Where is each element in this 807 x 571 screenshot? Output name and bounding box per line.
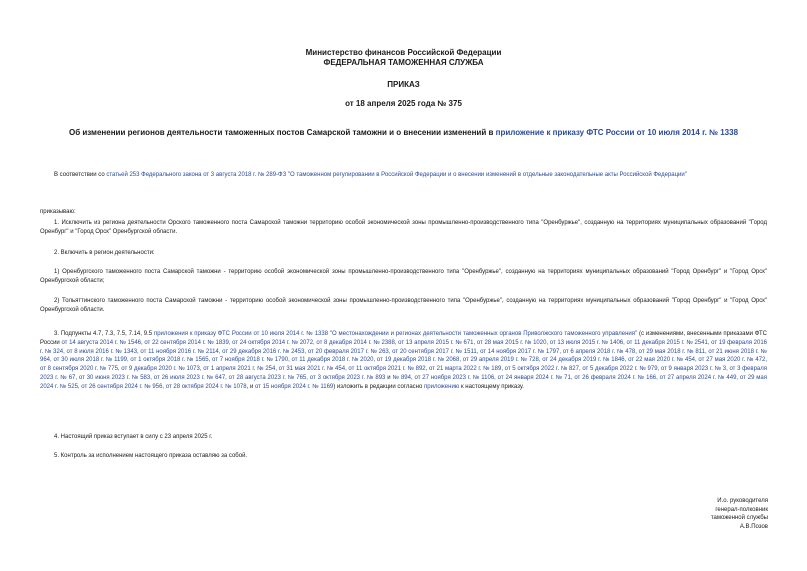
preamble-law-link[interactable]: статьей 253 Федерального закона от 3 августа 2018 г. № 289-ФЗ "О таможенном регулировании в Российской Федерации и о внесении изменений в отдельные законодательные акты Российской Федерации" (106, 172, 687, 178)
document-type: ПРИКАЗ (387, 80, 420, 89)
document-date-number: от 18 апреля 2025 года № 375 (345, 99, 462, 108)
signature-rank: генерал-полковник (715, 506, 768, 513)
p3-text-3: и (385, 374, 393, 381)
signature-service: таможенной службы (710, 515, 768, 522)
preamble (40, 171, 767, 180)
service-name: ФЕДЕРАЛЬНАЯ ТАМОЖЕННАЯ СЛУЖБА (323, 58, 484, 67)
title-text: Об изменении регионов деятельности таможенных постов Самарской таможни и о внесении изменений в (68, 128, 496, 137)
paragraph-2-1: 1) Оренбургского таможенного поста Самарской таможни - территорию особой экономической зоны промышленно-производственного типа "Оренбуржье", созданную на территориях муниципальных образований "Город Оренбург" и "Город Орск" Оренбургской области; (40, 269, 767, 284)
signature-block (600, 497, 768, 532)
document-header (0, 48, 807, 68)
paragraph-5: 5. Контроль за исполнением настоящего приказа оставляю за собой. (54, 453, 248, 459)
orders-word: приказываю: (40, 209, 76, 215)
p3-amendments-link-2[interactable]: № 894, от 27 ноября 2023 г. № 1106, от 24 января 2024 г. № 71, от 26 февраля 2024 г. № 166, от 27 апреля 2024 г. № 449, от 29 мая 2024 г. № 525, от 26 сентября 2024 г. № 956, от 28 октября 2024 г. № 1078 (40, 374, 768, 390)
title-link[interactable]: приложение к приказу ФТС России от 10 июля 2014 г. № 1338 (495, 128, 739, 137)
p3-amendments-link[interactable]: от 14 августа 2014 г. № 1546, от 22 сентября 2014 г. № 1839, от 24 октября 2014 г. № 2072, от 8 декабря 2014 г. № 2388, от 13 апреля 2015 г. № 671, от 28 мая 2015 г. № 1020, от 13 июля 2015 г. № 1406, от 11 декабря 2015 г. № 2541, от 19 февраля 2016 г. № 324, от 8 июля 2016 г. № 1343, от 11 ноября 2016 г. № 2114, от 29 декабря 2016 г. № 2453, от 20 февраля 2017 г. № 263, от 20 сентября 2017 г. № 1511, от 14 ноября 2017 г. № 1797, от 6 апреля 2018 г. № 478, от 29 мая 2018 г. № 811, от 21 июня 2018 г. № 964, от 30 июля 2018 г. № 1199, от 1 октября 2018 г. № 1565, от 7 ноября 2018 г. № 1790, от 11 декабря 2018 г. № 2020, от 19 декабря 2018 г. № 2068, от 29 апреля 2019 г. № 728, от 24 декабря 2019 г. № 1846, от 22 мая 2020 г. № 454, от 27 мая 2020 г. № 472, от 8 сентября 2020 г. № 775, от 9 декабря 2020 г. № 1073, от 1 апреля 2021 г. № 254, от 31 мая 2021 г. № 454, от 11 октября 2021 г. № 892, от 21 марта 2022 г. № 189, от 5 октября 2022 г. № 827, от 5 декабря 2022 г. № 979, от 9 января 2023 г. № 3, от 3 февраля 2023 г. № 67, от 30 июня 2023 г. № 583, от 26 июля 2023 г. № 647, от 28 августа 2023 г. № 765, от 3 октября 2023 г. № 893 (40, 339, 767, 381)
signature-name: А.В.Позов (739, 524, 768, 531)
document-title (40, 128, 767, 139)
paragraph-3 (40, 330, 767, 392)
preamble-text: В соответствии со (54, 172, 107, 178)
paragraph-1: 1. Исключить из региона деятельности Орского таможенного поста Самарской таможни территорию особой экономической зоны промышленно-производственного типа "Оренбуржье", созданную на территориях муниципальных образований "Город Оренбург" и "Город Орск" Оренбургской области. (40, 220, 767, 235)
p3-text-5: ) изложить в редакции согласно (333, 383, 424, 390)
signature-title: И.о. руководителя (717, 498, 768, 504)
p3-amendments-link-3[interactable]: от 15 ноября 2024 г. № 1169 (254, 383, 334, 390)
p3-annex-link[interactable]: приложению (424, 383, 460, 390)
p3-appendix-link[interactable]: приложения к приказу ФТС России от 10 июля 2014 г. № 1338 "О местонахождении и регионах деятельности таможенных органов Приволжского таможенного управления" (153, 331, 638, 337)
paragraph-2: 2. Включить в регион деятельности: (54, 250, 155, 256)
p3-text-4: , и (246, 383, 255, 390)
p3-text-1: 3. Подпункты 4.7, 7.3, 7.5, 7.14, 9.5 (54, 331, 154, 337)
paragraph-2-2: 2) Тольяттинского таможенного поста Самарской таможни - территорию особой экономической зоны промышленно-производственного типа "Оренбуржье", созданную на территориях муниципальных образований "Город Оренбург" и "Город Орск" Оренбургской области. (40, 298, 767, 313)
ministry-name: Министерство финансов Российской Федерации (305, 48, 502, 57)
paragraph-4: 4. Настоящий приказ вступает в силу с 23 апреля 2025 г. (54, 434, 213, 440)
p3-text-2: (с изменениями, внесенными приказами ФТС России (40, 331, 767, 346)
p3-text-6: к настоящему приказу. (459, 383, 524, 390)
